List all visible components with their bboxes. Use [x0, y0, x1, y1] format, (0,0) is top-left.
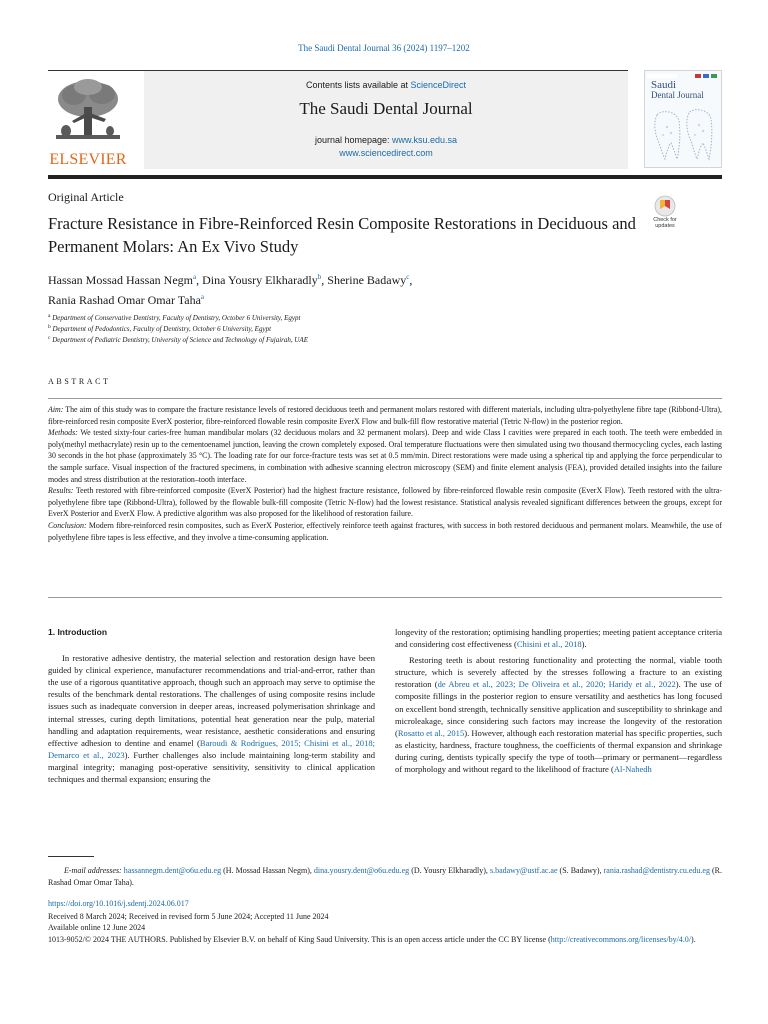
body-column-right: [395, 626, 722, 775]
intro-paragraph-2: [395, 654, 722, 775]
email-link[interactable]: rania.rashad@dentistry.cu.edu.eg: [603, 866, 710, 875]
cover-title-2: Dental Journal: [651, 90, 704, 100]
citation-link[interactable]: de Abreu et al., 2023; De Oliveira et al., 2020; Haridy et al., 2022: [437, 679, 676, 690]
email-owner: (D. Yousry Elkharadly),: [409, 866, 490, 875]
received-dates: Received 8 March 2024; Received in revised form 5 June 2024; Accepted 11 June 2024: [48, 912, 329, 921]
homepage-line-2: [144, 148, 628, 158]
abstract-conclusion-label: Conclusion:: [48, 520, 87, 530]
author-separator: ,: [196, 273, 203, 287]
journal-cover-image[interactable]: [644, 70, 722, 168]
check-for-updates-badge[interactable]: [647, 195, 683, 235]
check-for-updates-icon: [654, 195, 676, 217]
elsevier-tree-icon: [50, 77, 126, 145]
author-affiliation-marker[interactable]: a: [192, 273, 197, 281]
email-owner: (S. Badawy),: [557, 866, 604, 875]
abstract-aim: [48, 404, 722, 427]
author-separator: ,: [409, 273, 413, 287]
elsevier-logo: [48, 77, 128, 167]
abstract-results: [48, 485, 722, 520]
author-emails: [48, 865, 722, 889]
journal-info-box: [144, 71, 628, 169]
author-affiliation-marker[interactable]: a: [200, 293, 204, 301]
sciencedirect-link[interactable]: ScienceDirect: [410, 80, 467, 90]
email-link[interactable]: hassannegm.dent@o6u.edu.eg: [123, 866, 222, 875]
author-name[interactable]: Rania Rashad Omar Omar Taha: [48, 293, 201, 307]
paragraph-text: ). Further challenges also include maintaining long-term stability and marginal integrity; managing post-operative sensitivity, sensitivity to clinical application techniques and thermal expansion; ensuring the: [48, 749, 375, 785]
affiliation: [48, 324, 648, 333]
abstract-methods: [48, 427, 722, 485]
intro-paragraph-continued: [395, 626, 722, 650]
abstract-conclusion: [48, 520, 722, 543]
affiliation-marker: a: [48, 313, 51, 319]
affiliation-marker: c: [48, 335, 51, 341]
email-link[interactable]: dina.yousry.dent@o6u.edu.eg: [313, 866, 410, 875]
author-separator: ,: [321, 273, 328, 287]
author-name[interactable]: Dina Yousry Elkharadly: [202, 273, 318, 287]
teeth-illustration-icon: [649, 105, 719, 163]
author-name[interactable]: Hassan Mossad Hassan Negm: [48, 273, 193, 287]
abstract-results-label: Results:: [48, 486, 74, 496]
cover-title-1: Saudi: [651, 79, 677, 91]
abstract-heading: ABSTRACT: [48, 377, 111, 386]
abstract-aim-label: Aim:: [48, 405, 64, 414]
article-title: Fracture Resistance in Fibre-Reinforced Resin Composite Restorations in Deciduous and Permanent Molars: An Ex Vivo Study: [48, 214, 636, 256]
article-dates: [48, 911, 722, 933]
citation-link[interactable]: Chisini et al., 2018: [516, 639, 582, 650]
paragraph-text: longevity of the restoration; optimising handling properties; meeting patient acceptance criteria and considering cost effectiveness (: [395, 627, 722, 650]
author-affiliation-marker[interactable]: c: [406, 273, 410, 281]
abstract-aim-text: The aim of this study was to compare the fracture resistance levels of restored deciduous teeth and permanent molars restored with different materials, including ultra-polyethylene fibre tape (Ribbond-Ultra), fibre-reinforced resin composite EverX posterior, fibre-reinforced flowable resin composite EverX Flow and bulk-fill flow restorative material (Tetric N-flow) in the posterior region.: [48, 405, 722, 426]
check-for-updates-label: Check for updates: [653, 217, 677, 229]
author-list: [48, 269, 608, 309]
journal-cover[interactable]: [644, 70, 722, 168]
license-statement: [48, 934, 722, 946]
available-online-date: Available online 12 June 2024: [48, 923, 146, 932]
abstract-top-rule: [48, 398, 722, 399]
article-type: Original Article: [48, 190, 124, 204]
abstract-body: [48, 404, 722, 543]
author-affiliation-marker[interactable]: b: [317, 273, 322, 281]
intro-paragraph-1: [48, 652, 375, 785]
paragraph-text: ). However, although each restoration material has specific properties, such as elasticity, hardness, fracture toughness, the coefficients of thermal expansion and shrinkage during curing, dentists typically specify the type of tooth—primary or permanent—regardless of morphology and without regard to the likelihood of fracture (: [395, 727, 722, 775]
contents-prefix: Contents lists available at: [305, 80, 411, 90]
masthead-divider: [48, 175, 722, 179]
citation-link[interactable]: Al-Nahedh: [613, 764, 652, 775]
affiliation-marker: b: [48, 324, 51, 330]
paragraph-text: In restorative adhesive dentistry, the material selection and restoration design have been guided by clinical experience, manufacturer recommendations and trial-and-error, rather than the use of a rigorous quantitative approach, though such an approach may serve to optimise the results of the benchmark dental restorations. The challenges of using composite resins include issues such as inadequate conversion in deeper areas, increased polymerisation shrinkage and internal stresses, curing depth limitations, potential heat generation near the pulp, material handling and adaptation requirements, wear resistance, aesthetic considerations and ensuring effective adhesion to dentine and enamel (: [48, 653, 375, 748]
affiliation: [48, 313, 648, 322]
license-text: 1013-9052/© 2024 THE AUTHORS. Published by Elsevier B.V. on behalf of King Saud University. This is an open access article under the CC BY license (: [48, 935, 551, 944]
homepage-prefix: journal homepage:: [314, 135, 393, 145]
sciencedirect-url-link[interactable]: www.sciencedirect.com: [339, 148, 433, 158]
doi-link[interactable]: https://doi.org/10.1016/j.sdentj.2024.06.017: [48, 899, 189, 908]
section-heading-introduction: 1. Introduction: [48, 627, 108, 637]
abstract-methods-label: Methods:: [48, 428, 78, 438]
email-label: E-mail addresses:: [64, 866, 122, 875]
footnote-divider: [48, 856, 94, 857]
homepage-link[interactable]: www.ksu.edu.sa: [392, 135, 458, 145]
paragraph-text: ).: [581, 639, 587, 650]
abstract-bottom-rule: [48, 597, 722, 598]
citation-link[interactable]: Rosatto et al., 2015: [397, 727, 465, 738]
abstract-conclusion-text: Modern fibre-reinforced resin composites, such as EverX Posterior, effectively reinforce teeth against fractures, with success in both restored deciduous and permanent molars. Meanwhile, the use of polyethylene fibre tapes is less effective, and they involve a time-consuming application.: [48, 520, 722, 542]
homepage-line: [144, 135, 628, 145]
email-owner: (R. Rashad Omar Omar Taha).: [48, 866, 723, 887]
contents-line: [144, 80, 628, 90]
affiliation-text: Department of Pediatric Dentistry, University of Science and Technology of Fujairah, UAE: [52, 336, 308, 344]
paragraph-text: ). The use of composite fillings in the posterior region to ensure versatility and aesthetics has long focused on excellent bond strength, technically sensitive application and susceptibility to shrinkage and microleakage, since considering such factors may increase the longevity of the restoration (: [395, 679, 723, 738]
abstract-results-text: Teeth restored with fibre-reinforced composite (EverX Posterior) had the highest fracture resistance, followed by fibre-reinforced flowable resin composite (EverX Flow). Teeth restored with the ultra- polyethylene fibre tape (Ribbond-Ultra), followed by the flowable bulk-fill composite (Tetric N-flow) had the lowest resistance. Statistical analysis revealed significant differences between the groups, except for EverX Posterior and EverX Flow. A predictive algorithm was also proposed for the likelihood of restoration failure.: [48, 486, 722, 519]
license-text: ).: [691, 935, 696, 944]
elsevier-wordmark: ELSEVIER: [49, 151, 127, 168]
affiliation: [48, 335, 648, 344]
abstract-methods-text: We tested sixty-four caries-free human mandibular molars (32 deciduous molars and 32 permanent molars). Deep and wide Class I cavities were prepared in each tooth. The teeth were embedded in poly(methyl methacrylate) resin up to the cementoenamel junction, leaving the crown completely exposed. Oral temperature fluctuations were then simulated using two thousand thermocycling cycles, each lasting 30 seconds in the hot phase (approximately 35 °C). The loading rate for our force-fracture tests was set at 0.5 mm/min. Direct restorations were made using a spherical tip and applying the force perpendicular to the sample surface. Visual inspection of the fractured specimens, in combination with adhesive scanning electron microscopy (SEM) and finite element analysis (FEA), provided detailed insights into the failure modes and stress distribution at the restoration–tooth interface.: [48, 428, 722, 484]
email-link[interactable]: s.badawy@ustf.ac.ae: [489, 866, 558, 875]
license-link[interactable]: http://creativecommons.org/licenses/by/4.0/: [550, 935, 692, 944]
journal-title: The Saudi Dental Journal: [299, 99, 473, 118]
affiliation-text: Department of Conservative Dentistry, Faculty of Dentistry, October 6 University, Egypt: [52, 314, 301, 322]
email-owner: (H. Mossad Hassan Negm),: [221, 866, 314, 875]
paragraph-text: Restoring teeth is about restoring functionality and protecting the normal, viable tooth structure, which is severely affected by the stresses following a fracture to an existing restoration (: [395, 655, 722, 690]
journal-citation[interactable]: The Saudi Dental Journal 36 (2024) 1197–1202: [298, 43, 470, 53]
body-column-left: [48, 626, 375, 785]
journal-masthead: [48, 70, 628, 168]
affiliation-text: Department of Pedodontics, Faculty of Dentistry, October 6 University, Egypt: [52, 325, 272, 333]
author-name[interactable]: Sherine Badawy: [327, 273, 407, 287]
citation-link[interactable]: Baroudi & Rodrigues, 2015; Chisini et al., 2018; Demarco et al., 2023: [48, 737, 376, 760]
